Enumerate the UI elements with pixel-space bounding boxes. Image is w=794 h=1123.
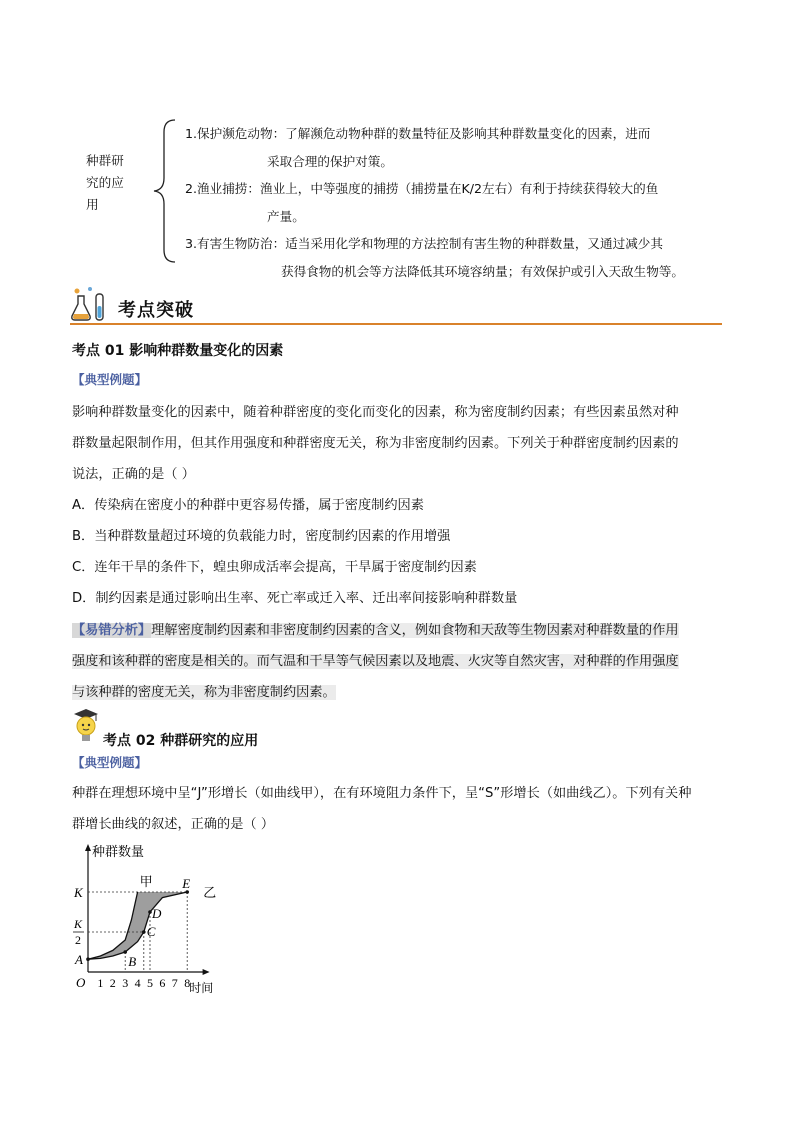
mindmap-item-2: 2.渔业捕捞：渔业上，中等强度的捕捞（捕捞量在K/2左右）有利于持续获得较大的鱼 产量。 — [185, 181, 659, 224]
kp1-analysis-line-1: 【易错分析】理解密度制约因素和非密度制约因素的含义，例如食物和天敌等生物因素对种群数量的作用 — [72, 623, 679, 638]
x-tick-8: 8 — [184, 976, 191, 990]
kp1-heading: 考点 01 影响种群数量变化的因素 — [72, 343, 284, 359]
series-jia-line — [88, 892, 138, 959]
y-tick-half-k-den: 2 — [75, 933, 81, 947]
kp1-question-line-3: 说法，正确的是（ ） — [72, 467, 195, 482]
series-label-jia: 甲 — [139, 874, 153, 889]
growth-curve-chart — [66, 842, 256, 997]
kp1-option-b: B．当种群数量超过环境的负载能力时，密度制约因素的作用增强 — [72, 529, 451, 544]
flask-icon — [70, 286, 112, 324]
x-tick-7: 7 — [171, 976, 178, 990]
y-tick-half-k-num: K — [74, 917, 83, 931]
kp1-analysis-line-2: 强度和该种群的密度是相关的。而气温和干旱等气候因素以及地震、火灾等自然灾害，对种群的作用强度 — [72, 654, 679, 669]
mindmap-item-3: 3.有害生物防治：适当采用化学和物理的方法控制有害生物的种群数量，又通过减少其 获得食物的机会等方法降低其环境容纳量；有效保护或引入天敌生物等。 — [185, 236, 684, 279]
kp1-example-tag: 【典型例题】 — [72, 372, 148, 387]
x-tick-5: 5 — [147, 976, 153, 990]
point-label-E: E — [182, 876, 191, 891]
kp1-question-line-1: 影响种群数量变化的因素中，随着种群密度的变化而变化的因素，称为密度制约因素；有些因素虽然对种 — [72, 405, 679, 420]
x-tick-2: 2 — [109, 976, 116, 990]
kp2-question-line-1: 种群在理想环境中呈“J”形增长（如曲线甲），在有环境阻力条件下，呈“S”形增长（如曲线乙）。下列有关种 — [72, 786, 692, 801]
mindmap-root: 种群研 究的应 用 — [86, 153, 124, 212]
shaded-area — [88, 892, 187, 959]
x-axis-title: 时间 — [189, 981, 214, 995]
point-label-C: C — [146, 924, 156, 939]
series-label-yi: 乙 — [203, 885, 217, 900]
kp1-option-a: A．传染病在密度小的种群中更容易传播，属于密度制约因素 — [72, 498, 424, 513]
mindmap-brace — [150, 118, 180, 264]
x-tick-4: 4 — [134, 976, 141, 990]
kp1-option-d: D．制约因素是通过影响出生率、死亡率或迁入率、迁出率间接影响种群数量 — [72, 591, 518, 606]
point-label-B: B — [128, 954, 137, 969]
kp1-analysis-tag: 【易错分析】 — [72, 623, 152, 638]
kp2-heading: 考点 02 种群研究的应用 — [103, 733, 259, 749]
kp2-example-tag: 【典型例题】 — [72, 755, 148, 770]
section-title: 考点突破 — [118, 300, 194, 321]
kp2-question-line-2: 群增长曲线的叙述，正确的是（ ） — [72, 817, 275, 832]
y-axis-title: 种群数量 — [92, 844, 145, 859]
section-divider — [70, 323, 722, 325]
x-tick-3: 3 — [122, 976, 129, 990]
origin-label: O — [76, 975, 86, 990]
x-axis-arrow — [203, 969, 210, 975]
point-B — [123, 950, 127, 954]
mindmap-item-1: 1.保护濒危动物：了解濒危动物种群的数量特征及影响其种群数量变化的因素，进而 采取合理的保护对策。 — [185, 126, 651, 169]
kp1-analysis-line-3: 与该种群的密度无关，称为非密度制约因素。 — [72, 685, 336, 700]
x-tick-6: 6 — [159, 976, 166, 990]
point-label-D: D — [152, 906, 162, 921]
point-A — [86, 957, 90, 961]
point-C — [142, 930, 146, 934]
x-tick-1: 1 — [97, 976, 104, 990]
kp1-option-c: C．连年干旱的条件下，蝗虫卵成活率会提高，干旱属于密度制约因素 — [72, 560, 477, 575]
kp1-question-line-2: 群数量起限制作用，但其作用强度和种群密度无关，称为非密度制约因素。下列关于种群密度制约因素的 — [72, 436, 679, 451]
y-tick-K: K — [74, 885, 83, 900]
point-label-A: A — [75, 952, 83, 968]
student-lightbulb-icon — [70, 708, 102, 744]
y-axis-arrow — [85, 844, 91, 851]
